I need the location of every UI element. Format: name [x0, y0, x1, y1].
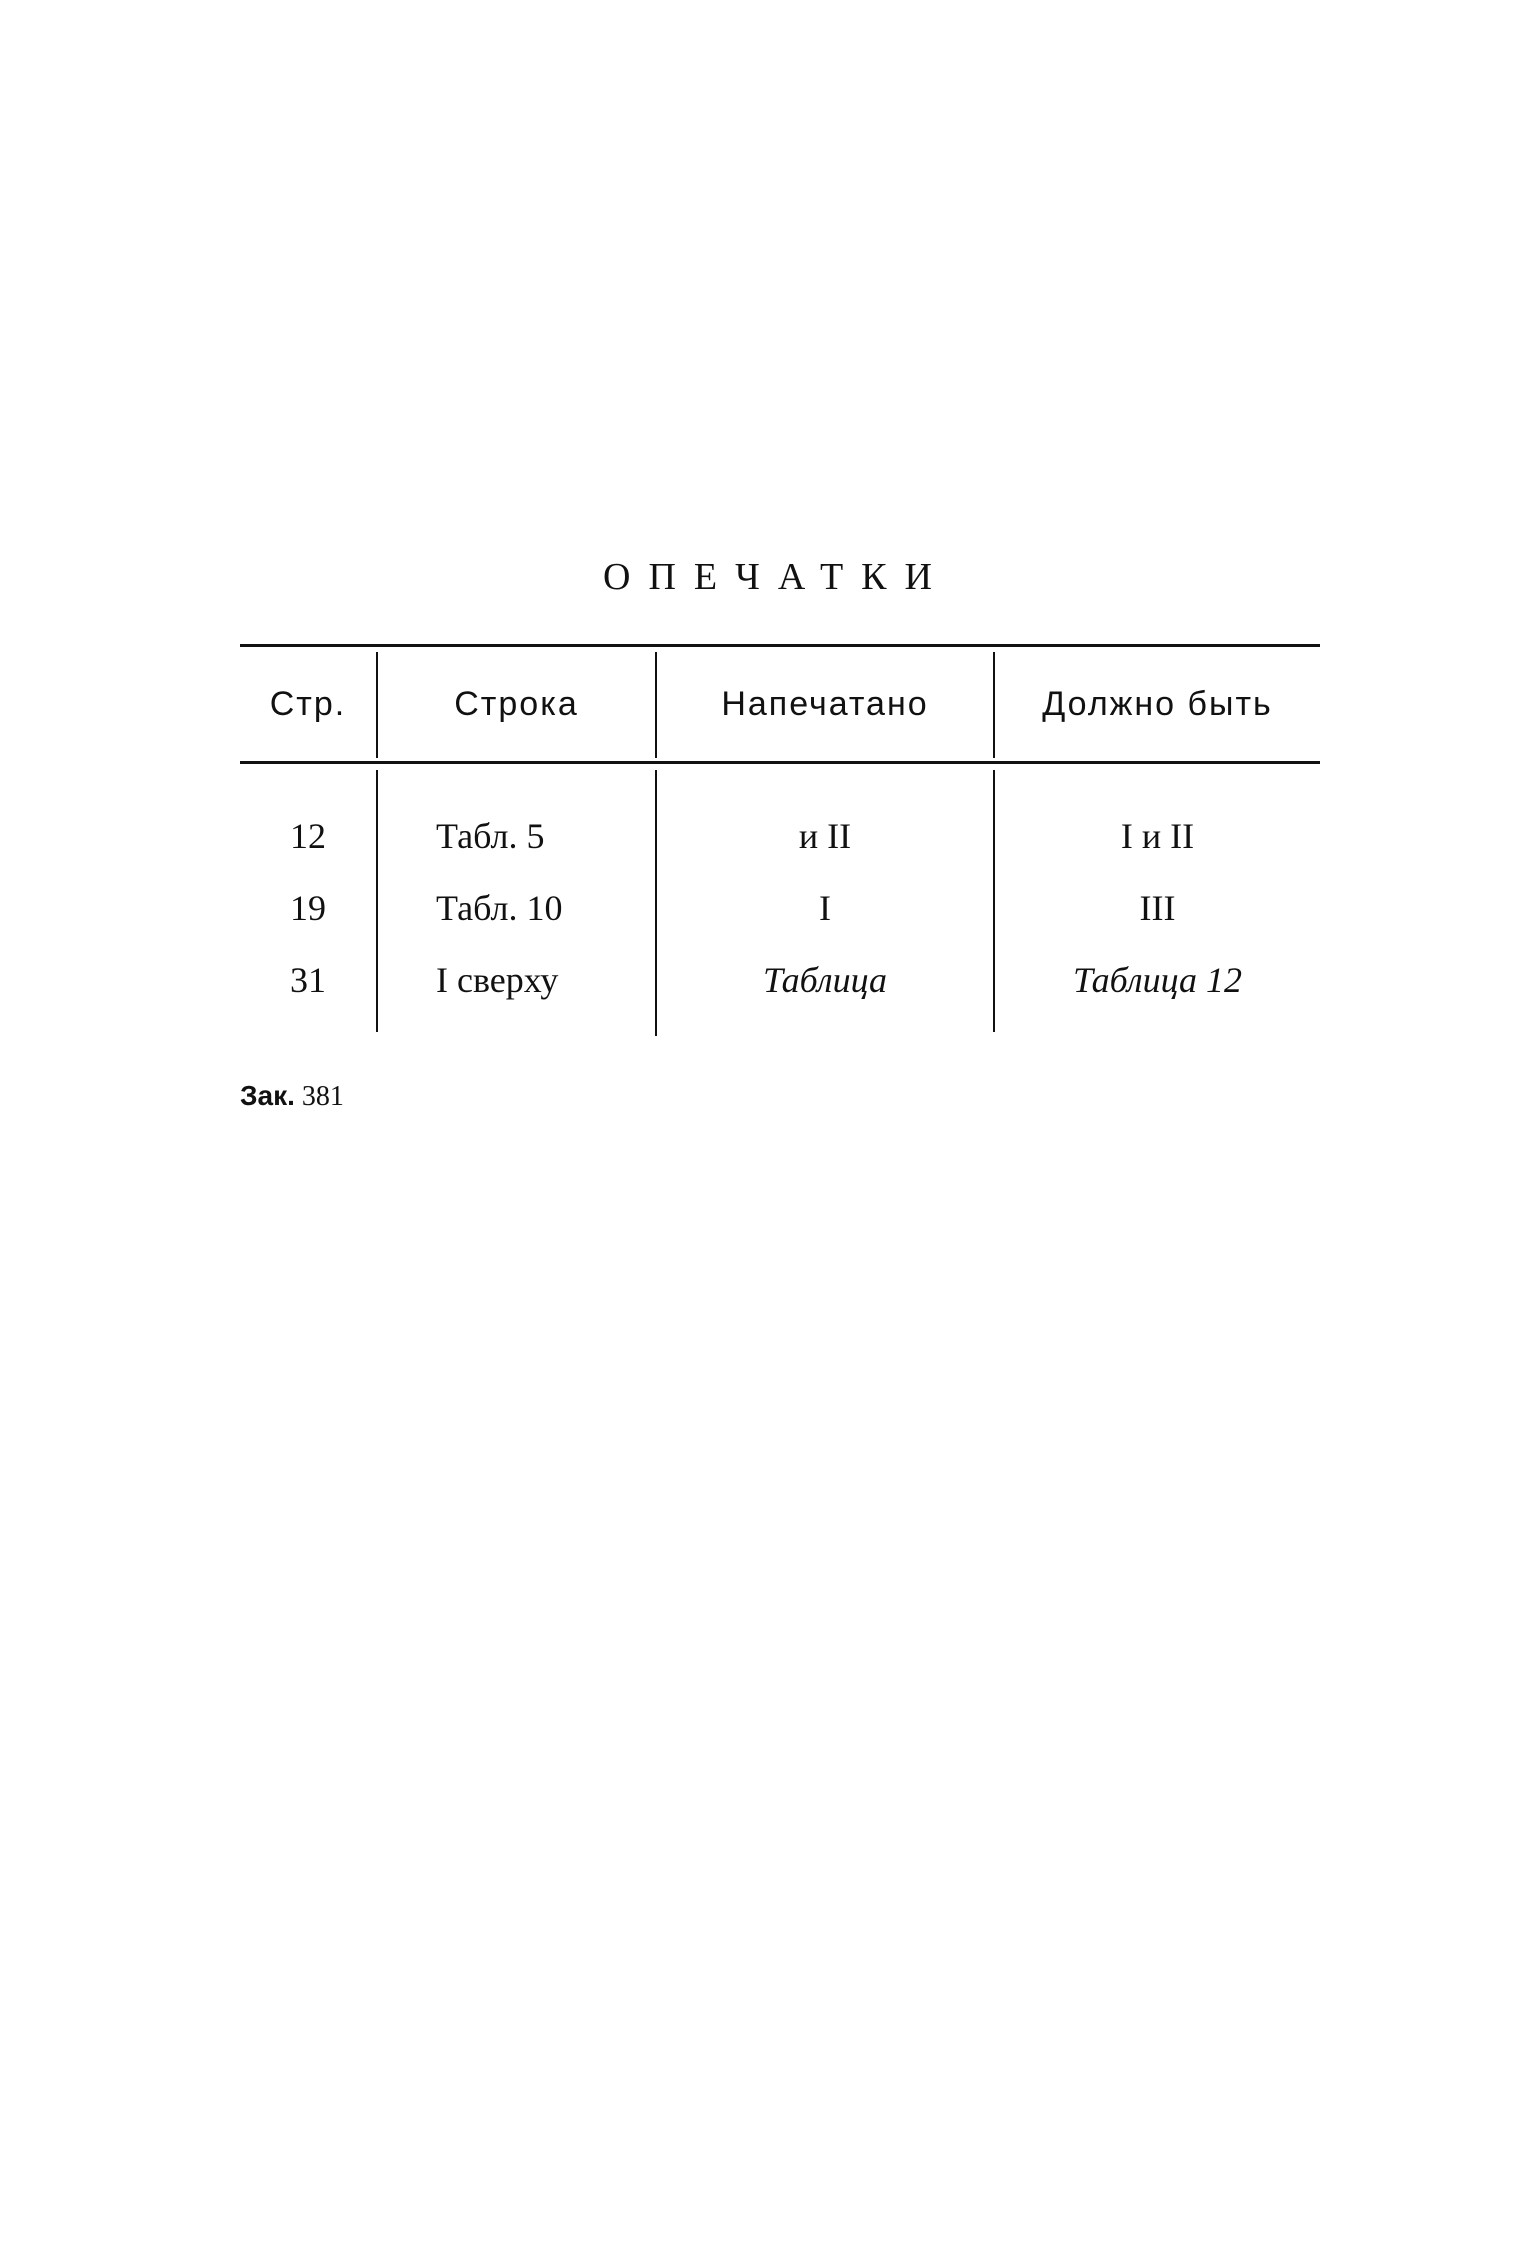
order-value: 381: [301, 1081, 344, 1112]
header-line: Строка: [454, 685, 579, 723]
table-row-2-page: 19: [290, 888, 326, 928]
table-header-rule: [240, 761, 1320, 764]
table-row-1-line: Табл. 5: [436, 816, 545, 856]
table-row-3-line: I сверху: [436, 960, 559, 1000]
table-row-1-page: 12: [290, 816, 326, 856]
header-should-be: Должно быть: [1042, 685, 1273, 723]
errata-table: [240, 644, 1320, 1036]
table-row-2-line: Табл. 10: [436, 888, 563, 928]
order-number: [240, 1082, 344, 1111]
table-row-1-printed: и II: [798, 816, 852, 856]
table-row-3-printed: Таблица: [762, 960, 888, 1000]
table-row-2-printed: I: [819, 888, 831, 928]
header-page: Стр.: [269, 685, 347, 723]
table-row-2-should-be: III: [1139, 888, 1176, 928]
header-printed: Напечатано: [721, 685, 929, 723]
order-label: Зак.: [240, 1080, 295, 1111]
table-row-1-should-be: I и II: [1120, 816, 1195, 856]
table-row-3-should-be: Таблица 12: [1072, 960, 1243, 1000]
column-divider-1-body: [376, 770, 378, 1032]
table-top-rule: [240, 644, 1320, 647]
table-row-3-page: 31: [290, 960, 326, 1000]
page-title: ОПЕЧАТКИ: [603, 556, 950, 598]
